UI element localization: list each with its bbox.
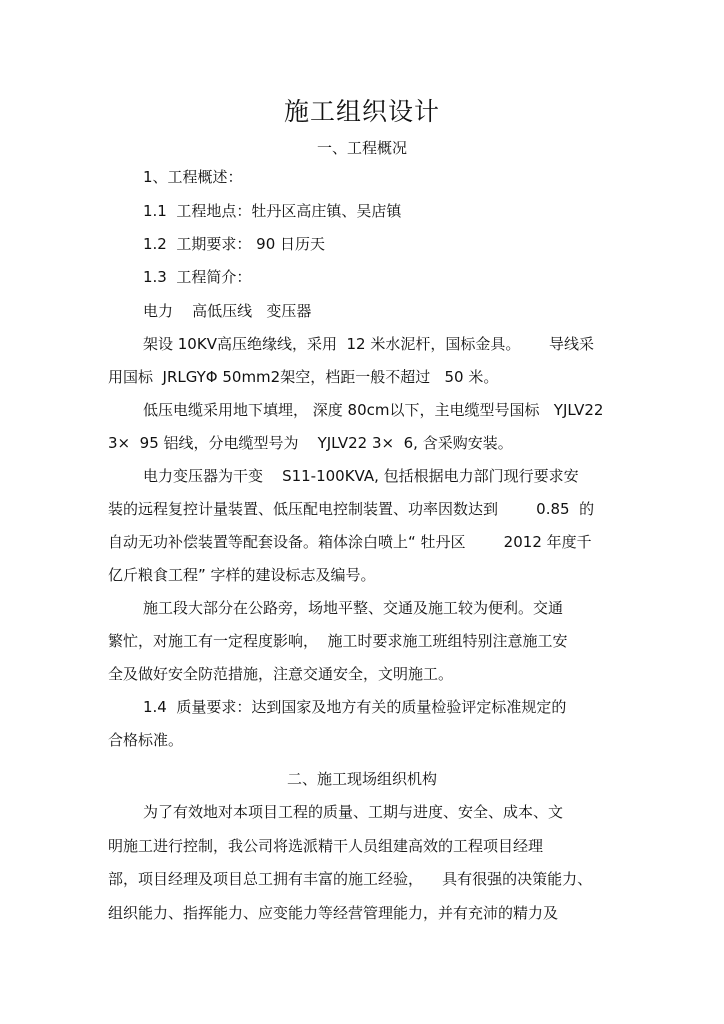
paragraph-line: 组织能力、指挥能力、应变能力等经营管理能力，并有充沛的精力及 (108, 904, 559, 922)
section-heading-organization: 二、施工现场组织机构 (286, 770, 437, 788)
paragraph-line: 架设 10KV高压绝缘线，采用 12 米水泥杆，国标金具。 导线采 (143, 335, 594, 353)
paragraph-line: 明施工进行控制，我公司将选派精干人员组建高效的工程项目经理 (108, 837, 544, 855)
paragraph-line: 施工段大部分在公路旁，场地平整、交通及施工较为便利。交通 (143, 599, 564, 617)
categories-line: 电力 高低压线 变压器 (143, 302, 312, 320)
paragraph-line: 繁忙，对施工有一定程度影响， 施工时要求施工班组特别注意施工安 (108, 632, 568, 650)
document-title: 施工组织设计 (283, 97, 440, 126)
location-line: 1.1 工程地点：牡丹区高庄镇、吴店镇 (143, 202, 402, 220)
paragraph-line: 3× 95 铝线，分电缆型号为 YJLV22 3× 6, 含采购安装。 (108, 434, 513, 452)
paragraph-line: 全及做好安全防范措施，注意交通安全，文明施工。 (108, 665, 454, 683)
duration-line: 1.2 工期要求： 90 日历天 (143, 235, 326, 253)
quality-line: 1.4 质量要求：达到国家及地方有关的质量检验评定标准规定的 (143, 698, 567, 716)
paragraph-line: 低压电缆采用地下填埋， 深度 80cm以下，主电缆型号国标 YJLV22 (143, 401, 604, 419)
paragraph-line: 亿斤粮食工程” 字样的建设标志及编号。 (108, 566, 376, 584)
paragraph-line: 电力变压器为干变 S11-100KVA, 包括根据电力部门现行要求安 (143, 467, 579, 485)
quality-line: 合格标准。 (108, 731, 184, 749)
paragraph-line: 用国标 JRLGYΦ 50mm2架空，档距一般不超过 50 米。 (108, 368, 499, 386)
paragraph-line: 为了有效地对本项目工程的质量、工期与进度、安全、成本、文 (143, 803, 564, 821)
overview-heading: 1、工程概述： (143, 168, 243, 186)
intro-heading: 1.3 工程简介： (143, 268, 252, 286)
paragraph-line: 部，项目经理及项目总工拥有丰富的施工经验， 具有很强的决策能力、 (108, 870, 593, 888)
section-heading-overview: 一、工程概况 (316, 139, 407, 157)
paragraph-line: 装的远程复控计量装置、低压配电控制装置、功率因数达到 0.85 的 (108, 500, 595, 518)
paragraph-line: 自动无功补偿装置等配套设备。箱体涂白喷上“ 牡丹区 2012 年度千 (108, 533, 592, 551)
